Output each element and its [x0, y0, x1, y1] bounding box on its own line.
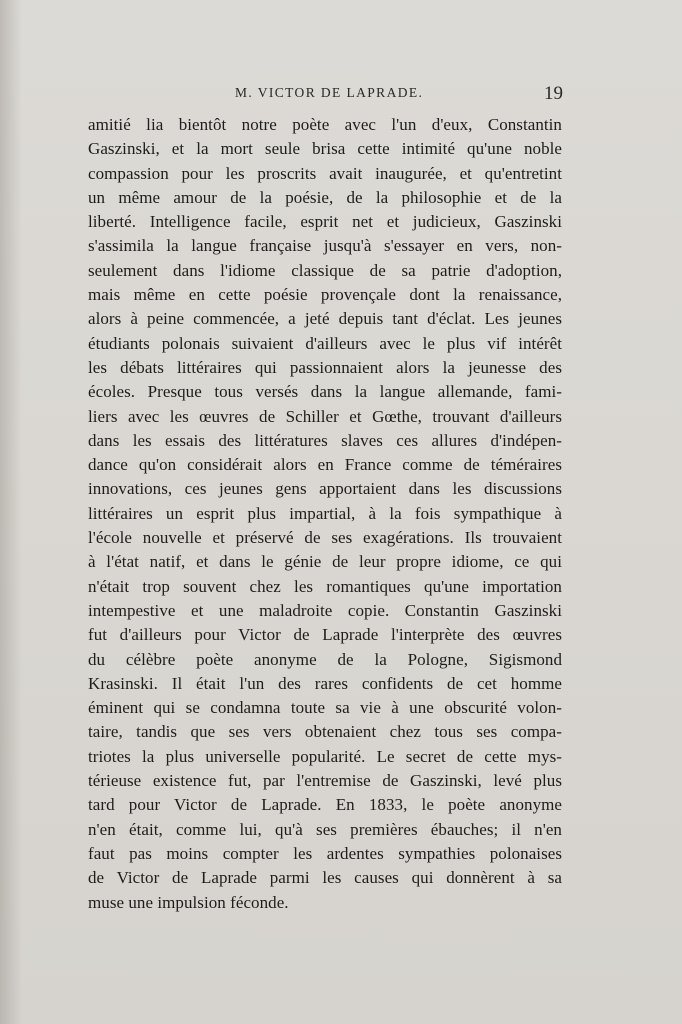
running-head: M. VICTOR DE LAPRADE. — [235, 85, 424, 100]
text-line: s'assimila la langue française jusqu'à s'essayer en vers, non- — [88, 236, 562, 256]
text-line: étudiants polonais suivaient d'ailleurs avec le plus vif intérêt — [88, 333, 562, 353]
text-line: l'école nouvelle et préservé de ses exagérations. Ils trouvaient — [88, 528, 562, 548]
text-line: amitié lia bientôt notre poète avec l'un d'eux, Constantin — [88, 115, 562, 134]
text-line: triotes la plus universelle popularité. Le secret de cette mys- — [88, 746, 562, 766]
text-line: muse une impulsion féconde. — [88, 892, 289, 912]
text-line: Krasinski. Il était l'un des rares confidents de cet homme — [88, 673, 562, 693]
text-line: n'était trop souvent chez les romantiques qu'une importation — [88, 576, 562, 596]
text-line: faut pas moins compter les ardentes sympathies polonaises — [88, 843, 562, 863]
text-line: seulement dans l'idiome classique de sa patrie d'adoption, — [88, 260, 562, 280]
text-line: n'en était, comme lui, qu'à ses premières ébauches; il n'en — [88, 819, 562, 839]
text-line: liberté. Intelligence facile, esprit net et judicieux, Gaszinski — [88, 212, 562, 232]
text-line: dans les essais des littératures slaves ces allures d'indépen- — [88, 430, 562, 450]
text-line: térieuse existence fut, par l'entremise de Gaszinski, levé plus — [88, 771, 562, 791]
text-line: fut d'ailleurs pour Victor de Laprade l'interprète des œuvres — [88, 625, 562, 645]
text-line: à l'état natif, et dans le génie de leur propre idiome, ce qui — [88, 552, 562, 572]
body-text — [88, 113, 562, 915]
gutter-shadow — [0, 0, 22, 1024]
text-line: écoles. Presque tous versés dans la langue allemande, fami- — [88, 382, 562, 402]
text-line: Gaszinski, et la mort seule brisa cette intimité qu'une noble — [88, 139, 562, 159]
text-line: de Victor de Laprade parmi les causes qui donnèrent à sa — [88, 868, 562, 888]
text-line: éminent qui se condamna toute sa vie à une obscurité volon- — [88, 698, 562, 718]
page-number: 19 — [544, 83, 563, 104]
text-line: compassion pour les proscrits avait inaugurée, et qu'entretint — [88, 163, 562, 183]
text-line: taire, tandis que ses vers obtenaient chez tous ses compa- — [88, 722, 562, 742]
text-line: innovations, ces jeunes gens apportaient dans les discussions — [88, 479, 562, 499]
text-line: alors à peine commencée, a jeté depuis tant d'éclat. Les jeunes — [88, 309, 562, 329]
text-line: les débats littéraires qui passionnaient alors la jeunesse des — [88, 357, 562, 377]
text-line: mais même en cette poésie provençale dont la renaissance, — [88, 285, 562, 305]
text-line: un même amour de la poésie, de la philosophie et de la — [88, 187, 562, 207]
text-line: littéraires un esprit plus impartial, à la fois sympathique à — [88, 503, 562, 523]
text-line: liers avec les œuvres de Schiller et Gœthe, trouvant d'ailleurs — [88, 406, 562, 426]
text-line: dance qu'on considérait alors en France comme de téméraires — [88, 455, 562, 475]
text-line: tard pour Victor de Laprade. En 1833, le poète anonyme — [88, 795, 562, 815]
text-line: intempestive et une maladroite copie. Constantin Gaszinski — [88, 600, 562, 620]
text-line: du célèbre poète anonyme de la Pologne, Sigismond — [88, 649, 562, 669]
